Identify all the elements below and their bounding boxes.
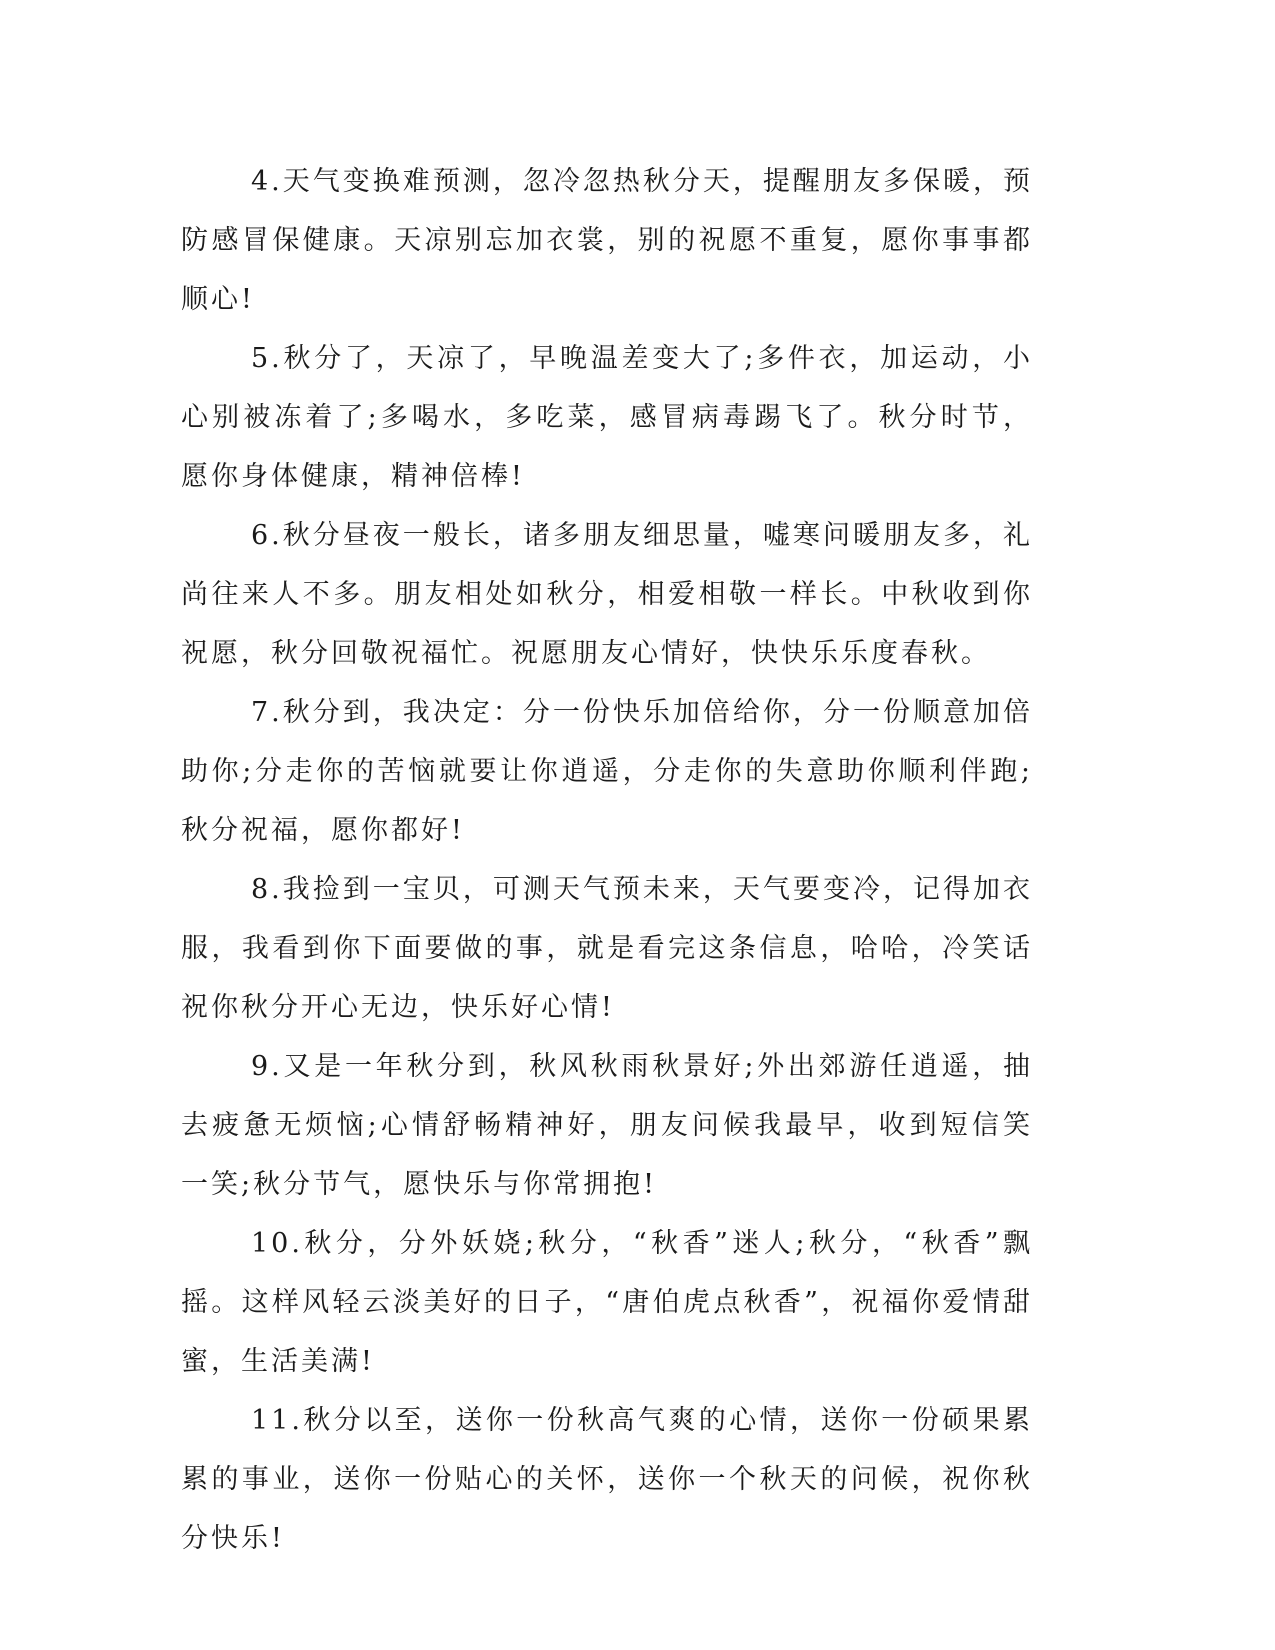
- document-body: [181, 152, 1033, 1568]
- paragraph-5: 5.秋分了，天凉了，早晚温差变大了;多件衣，加运动，小心别被冻着了;多喝水，多吃菜，感冒病毒踢飞了。秋分时节，愿你身体健康，精神倍棒!: [181, 343, 1033, 492]
- paragraph-10: 10.秋分，分外妖娆;秋分，“秋香”迷人;秋分，“秋香”飘摇。这样风轻云淡美好的日子，“唐伯虎点秋香”，祝福你爱情甜蜜，生活美满!: [181, 1228, 1033, 1377]
- paragraph-9: 9.又是一年秋分到，秋风秋雨秋景好;外出郊游任逍遥，抽去疲惫无烦恼;心情舒畅精神好，朋友问候我最早，收到短信笑一笑;秋分节气，愿快乐与你常拥抱!: [181, 1051, 1033, 1200]
- paragraph-6: 6.秋分昼夜一般长，诸多朋友细思量，嘘寒问暖朋友多，礼尚往来人不多。朋友相处如秋分，相爱相敬一样长。中秋收到你祝愿，秋分回敬祝福忙。祝愿朋友心情好，快快乐乐度春秋。: [181, 520, 1033, 669]
- paragraph-4: 4.天气变换难预测，忽冷忽热秋分天，提醒朋友多保暖，预防感冒保健康。天凉别忘加衣裳，别的祝愿不重复，愿你事事都顺心!: [181, 166, 1033, 315]
- paragraph-11: 11.秋分以至，送你一份秋高气爽的心情，送你一份硕果累累的事业，送你一份贴心的关怀，送你一个秋天的问候，祝你秋分快乐!: [181, 1405, 1033, 1554]
- paragraph-8: 8.我捡到一宝贝，可测天气预未来，天气要变冷，记得加衣服，我看到你下面要做的事，就是看完这条信息，哈哈，冷笑话祝你秋分开心无边，快乐好心情!: [181, 874, 1033, 1023]
- paragraph-7: 7.秋分到，我决定：分一份快乐加倍给你，分一份顺意加倍助你;分走你的苦恼就要让你逍遥，分走你的失意助你顺利伴跑;秋分祝福，愿你都好!: [181, 697, 1033, 846]
